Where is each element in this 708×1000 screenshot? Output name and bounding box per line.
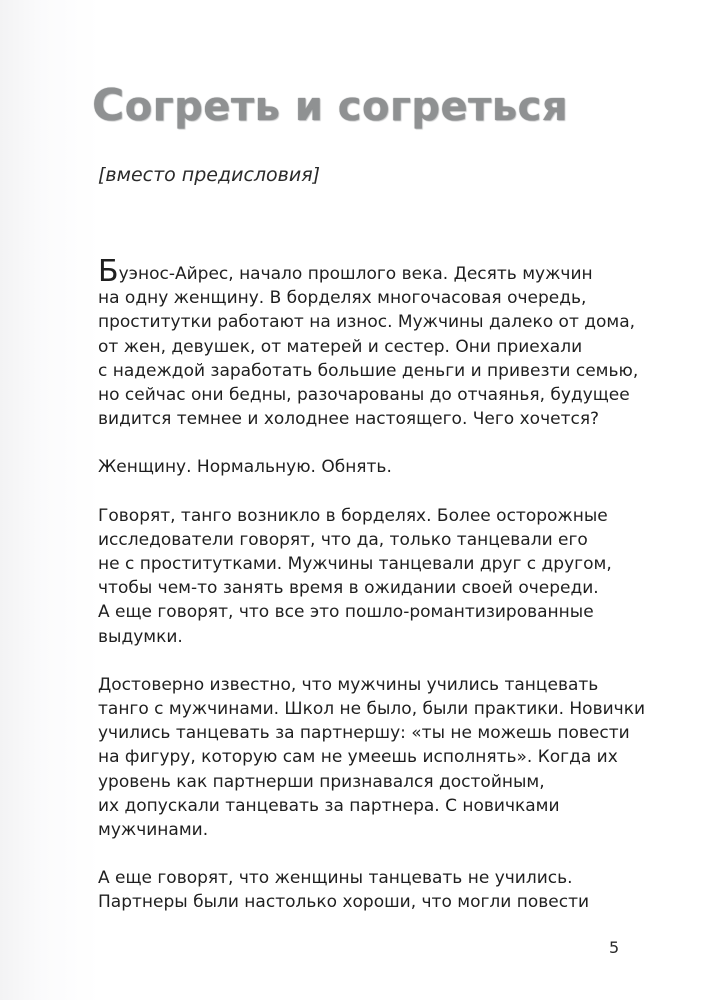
paragraph-line: с надеждой заработать большие деньги и привезти семью,: [98, 360, 639, 381]
paragraph-line: танго с мужчинами. Школ не было, были практики. Новички: [98, 699, 646, 720]
chapter-subtitle: [вместо предисловия]: [98, 164, 321, 186]
paragraph-line: Партнеры были настолько хороши, что могли повести: [98, 892, 590, 913]
paragraph: [98, 254, 678, 431]
paragraph-line: Буэнос-Айрес, начало прошлого века. Десять мужчин: [98, 254, 593, 289]
paragraph-line: на одну женщину. В борделях многочасовая очередь,: [98, 288, 587, 309]
paragraph-line: их допускали танцевать за партнера. С новичками: [98, 795, 560, 816]
chapter-body: [98, 254, 678, 939]
paragraph: [98, 455, 678, 479]
paragraph-line: А еще говорят, что все это пошло-романтизированные: [98, 602, 594, 623]
paragraph-line: но сейчас они бедны, разочарованы до отчаянья, будущее: [98, 385, 630, 406]
paragraph-line: не с проститутками. Мужчины танцевали друг с другом,: [98, 554, 612, 575]
chapter-title: [92, 80, 568, 131]
paragraph-line: Говорят, танго возникло в борделях. Более осторожные: [98, 505, 608, 526]
paragraph-line: уровень как партнерши признавался достойным,: [98, 771, 545, 792]
paragraph-line: выдумки.: [98, 626, 183, 647]
chapter-title-initial: С: [92, 80, 125, 131]
page-number: 5: [609, 938, 620, 957]
paragraph-line: учились танцевать за партнершу: «ты не можешь повести: [98, 723, 630, 744]
paragraph: [98, 866, 678, 914]
paragraph-line: видится темнее и холоднее настоящего. Чего хочется?: [98, 409, 600, 430]
chapter-title-rest: огреть и согреться: [124, 84, 569, 130]
paragraph: [98, 504, 678, 649]
paragraph-line: А еще говорят, что женщины танцевать не учились.: [98, 868, 573, 889]
paragraph-line: от жен, девушек, от матерей и сестер. Они приехали: [98, 336, 583, 357]
paragraph-line: Женщину. Нормальную. Обнять.: [98, 457, 392, 478]
paragraph: [98, 673, 678, 842]
paragraph-line: чтобы чем-то занять время в ожидании своей очереди.: [98, 578, 599, 599]
paragraph-line: на фигуру, которую сам не умеешь исполнять». Когда их: [98, 747, 618, 768]
paragraph-line: проститутки работают на износ. Мужчины далеко от дома,: [98, 312, 636, 333]
paragraph-line: мужчинами.: [98, 820, 209, 841]
paragraph-line: исследователи говорят, что да, только танцевали его: [98, 529, 588, 550]
drop-cap: Б: [98, 254, 119, 289]
paragraph-line: Достоверно известно, что мужчины учились танцевать: [98, 674, 599, 695]
